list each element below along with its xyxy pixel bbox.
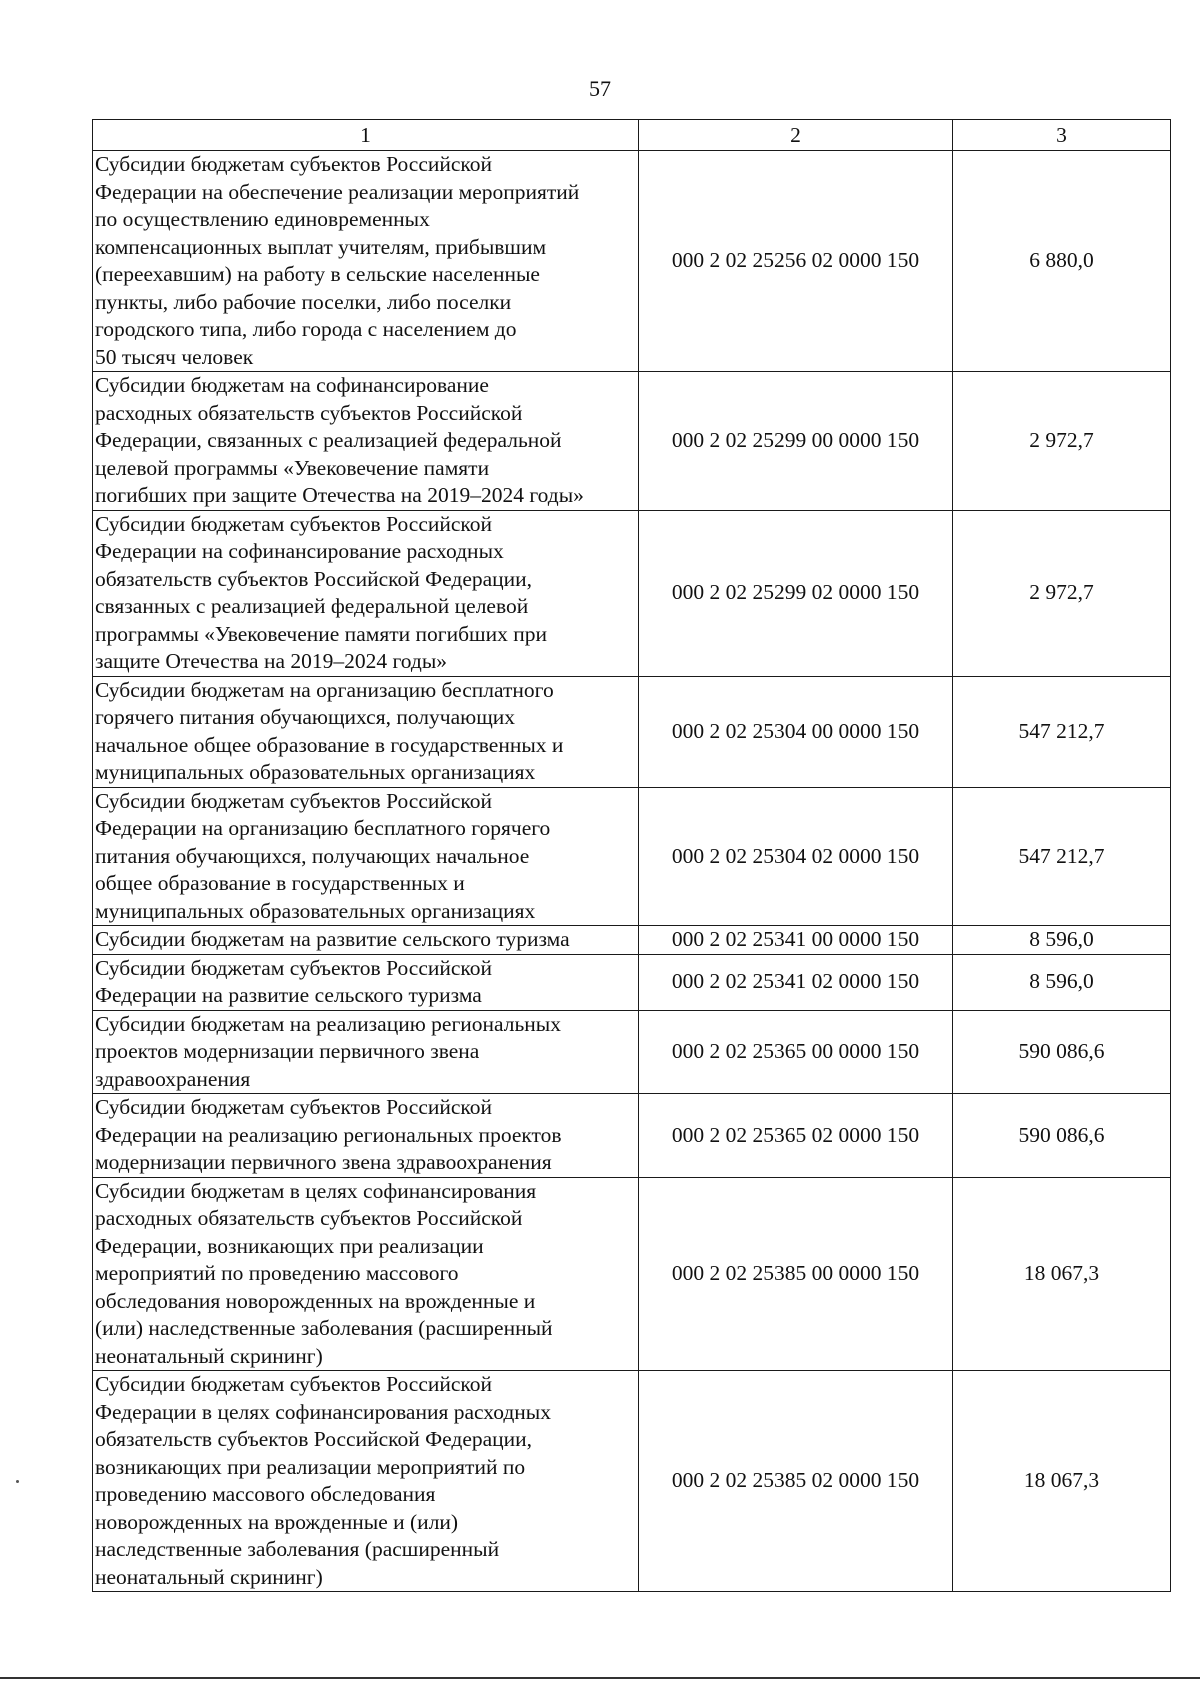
description-line: здравоохранения [95, 1066, 251, 1091]
description-line: мероприятий по проведению массового [95, 1261, 459, 1285]
row-amount: 18 067,3 [953, 1177, 1171, 1371]
page-bottom-rule [0, 1677, 1200, 1679]
description-line: Субсидии бюджетам субъектов Российской [95, 788, 493, 813]
description-line: обязательств субъектов Российской Федерации, [95, 566, 533, 591]
row-budget-code: 000 2 02 25304 00 0000 150 [639, 676, 953, 787]
description-line: Федерации на развитие сельского туризма [95, 983, 482, 1007]
budget-table-body [93, 120, 1171, 1592]
scan-speck [16, 1480, 19, 1483]
description-line: Субсидии бюджетам на реализацию региональных [95, 1011, 561, 1036]
row-budget-code: 000 2 02 25385 00 0000 150 [639, 1177, 953, 1371]
description-line: Субсидии бюджетам субъектов Российской [95, 1372, 493, 1396]
description-line: (или) наследственные заболевания (расширенный [95, 1316, 553, 1340]
table-row [93, 1371, 1171, 1592]
row-amount: 547 212,7 [953, 676, 1171, 787]
description-line: Субсидии бюджетам субъектов Российской [95, 152, 493, 176]
row-budget-code: 000 2 02 25304 02 0000 150 [639, 787, 953, 926]
description-line: Федерации, связанных с реализацией федеральной [95, 428, 562, 452]
description-line: питания обучающихся, получающих начальное [95, 843, 530, 868]
row-amount: 590 086,6 [953, 1010, 1171, 1094]
row-budget-code: 000 2 02 25299 00 0000 150 [639, 372, 953, 511]
description-line: погибших при защите Отечества на 2019–2024 годы» [95, 483, 584, 507]
row-amount: 8 596,0 [953, 954, 1171, 1010]
description-line: неонатальный скрининг) [95, 1343, 323, 1368]
description-line: Федерации на реализацию региональных проектов [95, 1122, 562, 1147]
description-line: защите Отечества на 2019–2024 годы» [95, 649, 448, 673]
row-description [93, 372, 639, 511]
description-line: связанных с реализацией федеральной целевой [95, 594, 529, 618]
description-line: муниципальных образовательных организациях [95, 898, 536, 923]
description-line: Федерации, возникающих при реализации [95, 1233, 484, 1258]
description-line: Субсидии бюджетам субъектов Российской [95, 1095, 493, 1119]
row-amount: 590 086,6 [953, 1094, 1171, 1178]
table-header-row [93, 120, 1171, 151]
description-line: муниципальных образовательных организациях [95, 760, 536, 784]
row-description [93, 926, 639, 955]
table-row [93, 1010, 1171, 1094]
budget-table [92, 119, 1171, 1592]
table-row [93, 372, 1171, 511]
row-description [93, 954, 639, 1010]
description-line: Федерации на обеспечение реализации мероприятий [95, 179, 580, 204]
description-line: городского типа, либо города с населением до [95, 317, 517, 341]
description-line: Субсидии бюджетам на организацию бесплатного [95, 677, 554, 702]
table-row [93, 510, 1171, 676]
row-budget-code: 000 2 02 25341 00 0000 150 [639, 926, 953, 955]
column-header-2: 2 [639, 120, 953, 151]
description-line: обязательств субъектов Российской Федерации, [95, 1427, 533, 1451]
row-budget-code: 000 2 02 25299 02 0000 150 [639, 510, 953, 676]
description-line: Субсидии бюджетам субъектов Российской [95, 955, 493, 980]
row-budget-code: 000 2 02 25365 02 0000 150 [639, 1094, 953, 1178]
table-row [93, 676, 1171, 787]
table-row [93, 1094, 1171, 1178]
description-line: возникающих при реализации мероприятий по [95, 1454, 526, 1479]
description-line: программы «Увековечение памяти погибших при [95, 621, 547, 646]
row-description [93, 510, 639, 676]
description-line: неонатальный скрининг) [95, 1564, 323, 1589]
row-budget-code: 000 2 02 25365 00 0000 150 [639, 1010, 953, 1094]
row-description [93, 787, 639, 926]
row-amount: 2 972,7 [953, 372, 1171, 511]
row-description [93, 1094, 639, 1178]
column-header-1: 1 [93, 120, 639, 151]
row-amount: 547 212,7 [953, 787, 1171, 926]
row-budget-code: 000 2 02 25341 02 0000 150 [639, 954, 953, 1010]
description-line: (переехавшим) на работу в сельские населенные [95, 262, 540, 286]
description-line: Федерации на софинансирование расходных [95, 539, 504, 563]
description-line: Федерации в целях софинансирования расходных [95, 1399, 552, 1424]
description-line: начальное общее образование в государственных и [95, 732, 564, 757]
description-line: Субсидии бюджетам субъектов Российской [95, 511, 493, 536]
row-amount: 18 067,3 [953, 1371, 1171, 1592]
description-line: Субсидии бюджетам в целях софинансирования [95, 1178, 537, 1203]
row-description [93, 151, 639, 372]
description-line: Субсидии бюджетам на софинансирование [95, 373, 489, 397]
description-line: 50 тысяч человек [95, 344, 254, 369]
description-line: пункты, либо рабочие поселки, либо поселки [95, 289, 512, 314]
column-header-3: 3 [953, 120, 1171, 151]
description-line: компенсационных выплат учителям, прибывшим [95, 234, 547, 259]
table-row [93, 151, 1171, 372]
description-line: Федерации на организацию бесплатного горячего [95, 816, 551, 840]
description-line: расходных обязательств субъектов Российской [95, 1206, 523, 1230]
description-line: по осуществлению единовременных [95, 207, 430, 231]
table-row [93, 926, 1171, 955]
description-line: наследственные заболевания (расширенный [95, 1537, 500, 1561]
row-budget-code: 000 2 02 25385 02 0000 150 [639, 1371, 953, 1592]
row-description [93, 1371, 639, 1592]
description-line: расходных обязательств субъектов Российской [95, 400, 523, 425]
row-amount: 8 596,0 [953, 926, 1171, 955]
description-line: горячего питания обучающихся, получающих [95, 705, 516, 729]
description-line: новорожденных на врожденные и (или) [95, 1509, 459, 1534]
page-number: 57 [589, 76, 611, 101]
row-description [93, 676, 639, 787]
table-row [93, 1177, 1171, 1371]
table-row [93, 787, 1171, 926]
table-row [93, 954, 1171, 1010]
description-line: обследования новорожденных на врожденные и [95, 1288, 536, 1313]
description-line: модернизации первичного звена здравоохранения [95, 1150, 552, 1174]
row-description [93, 1010, 639, 1094]
description-line: проведению массового обследования [95, 1482, 436, 1506]
row-amount: 6 880,0 [953, 151, 1171, 372]
description-line: общее образование в государственных и [95, 871, 465, 895]
description-line: проектов модернизации первичного звена [95, 1039, 480, 1063]
row-description [93, 1177, 639, 1371]
description-line: Субсидии бюджетам на развитие сельского туризма [95, 927, 570, 951]
row-budget-code: 000 2 02 25256 02 0000 150 [639, 151, 953, 372]
description-line: целевой программы «Увековечение памяти [95, 455, 490, 480]
row-amount: 2 972,7 [953, 510, 1171, 676]
